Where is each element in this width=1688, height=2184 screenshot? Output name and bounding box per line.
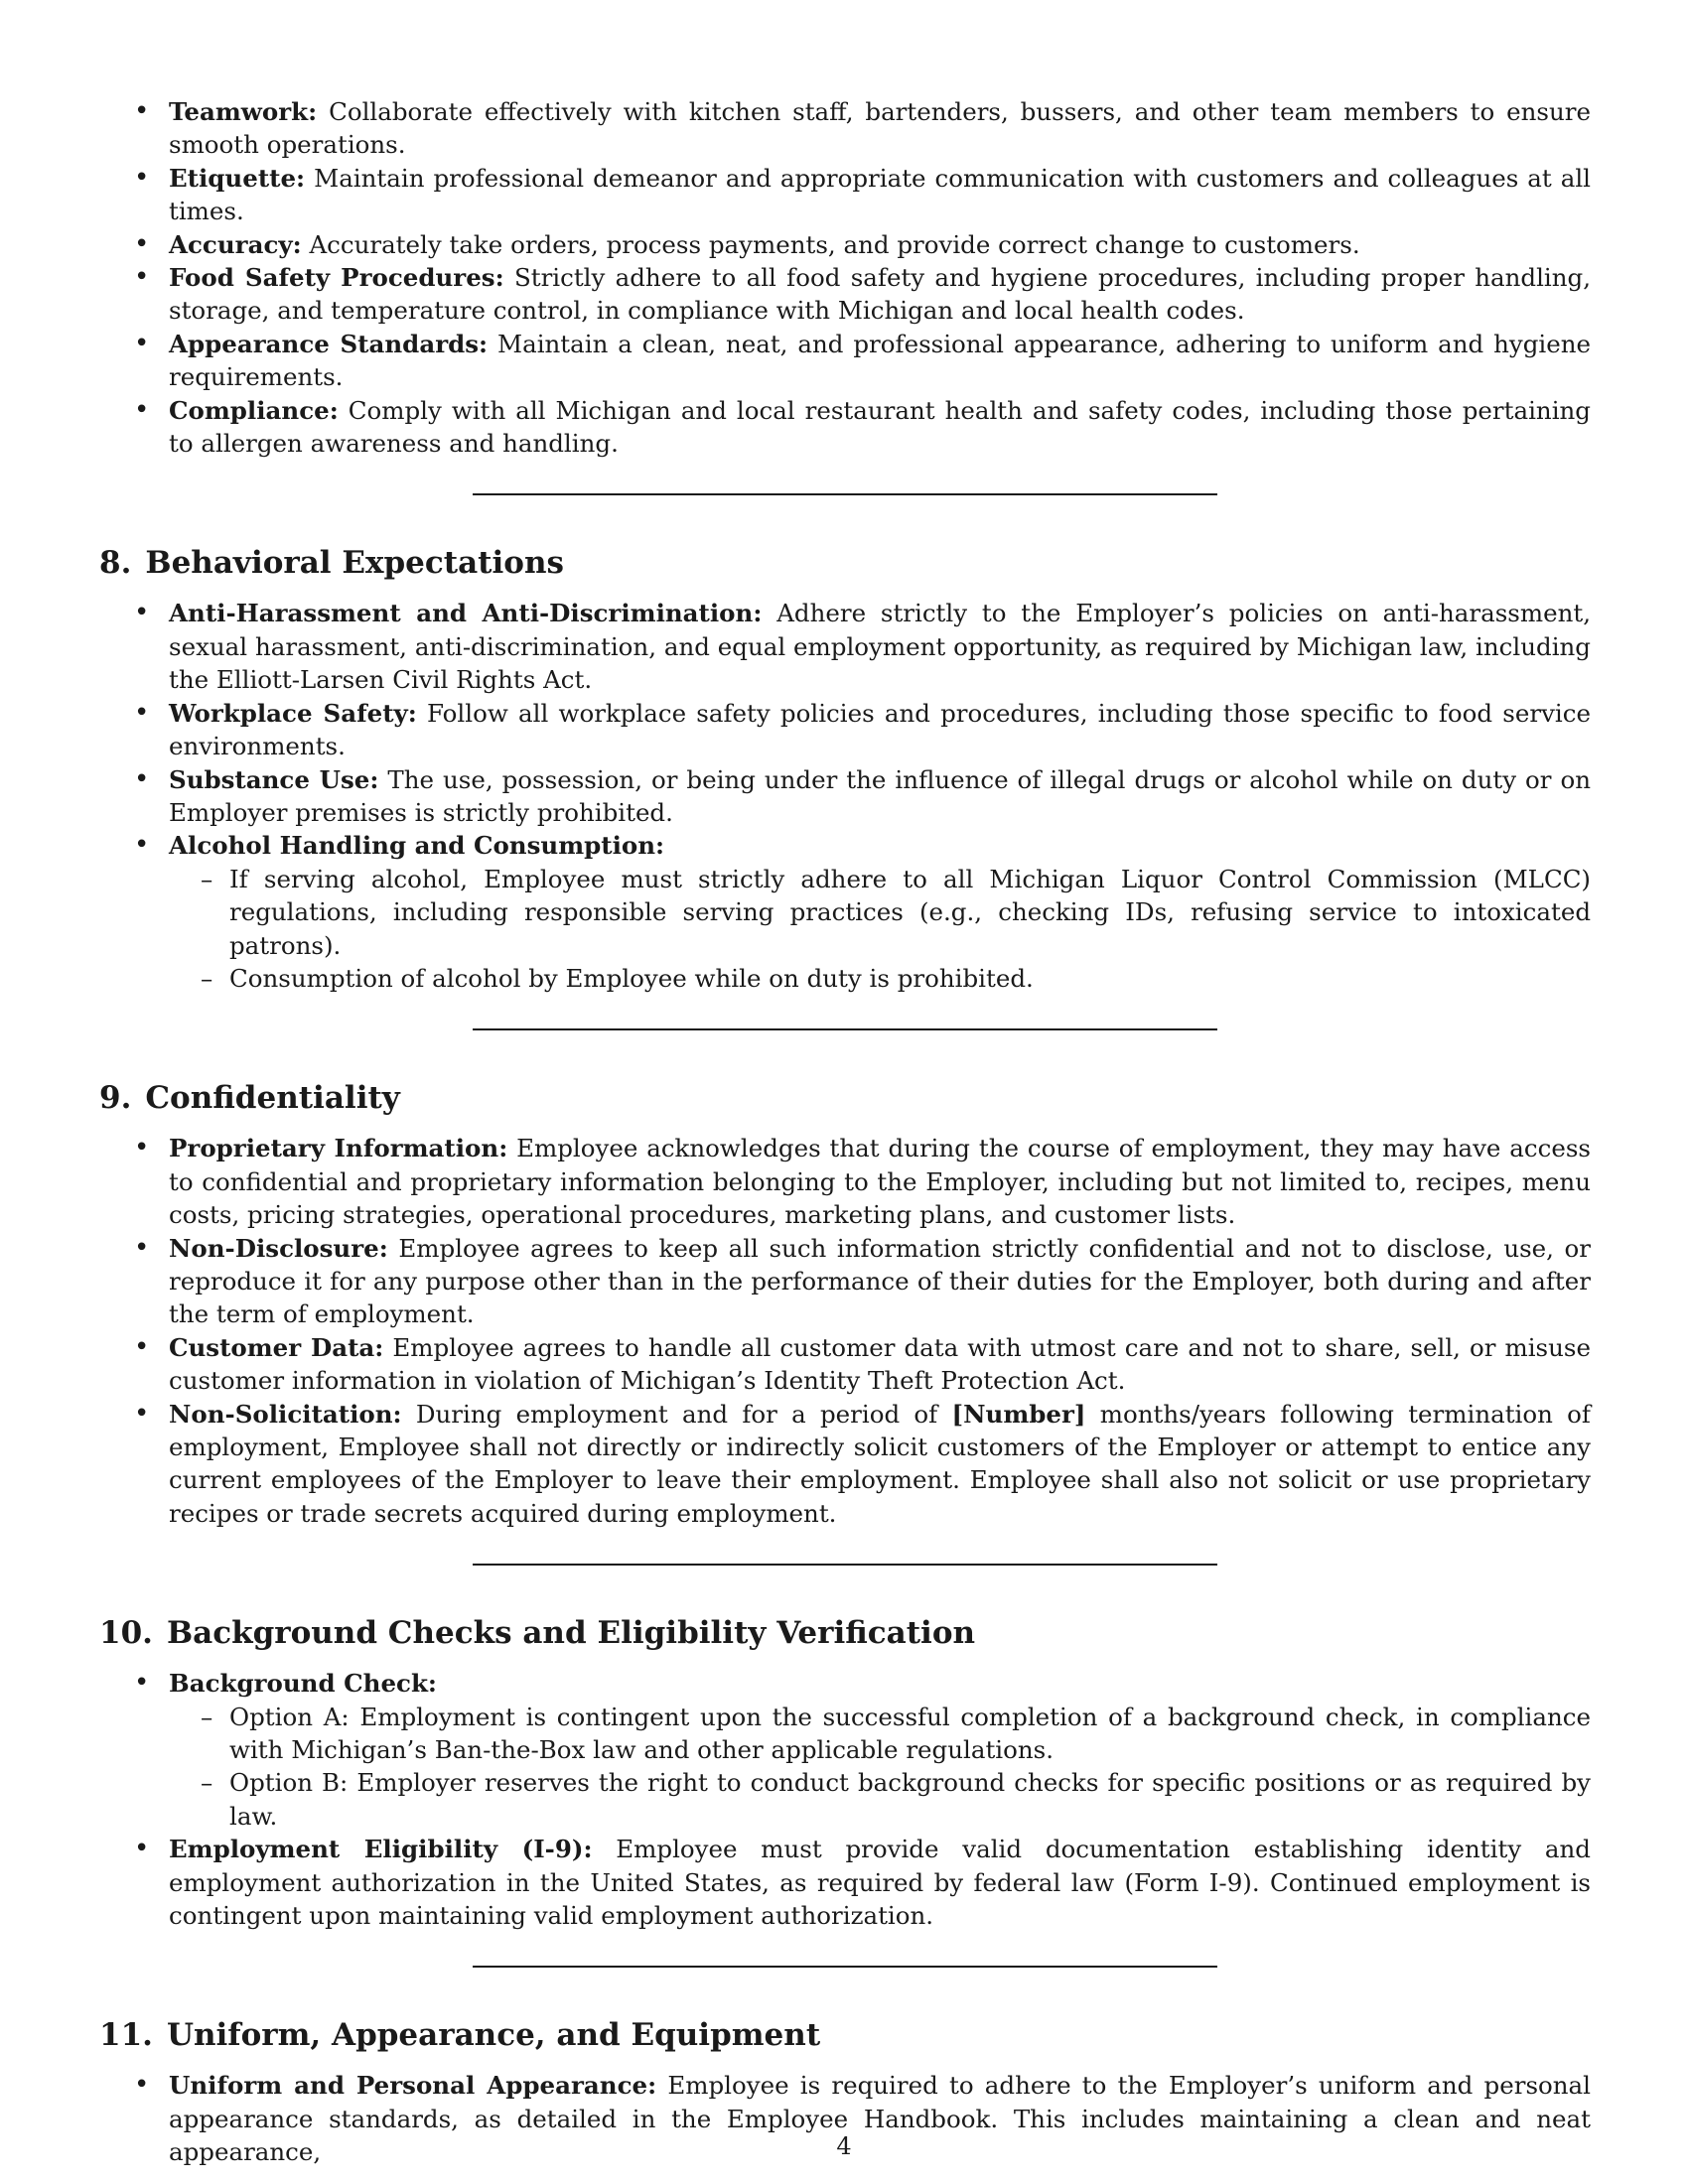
section-number: 8.	[99, 545, 132, 582]
item-label: Employment Eligibility (I-9):	[169, 1835, 593, 1864]
item-text: The use, possession, or being under the influence of illegal drugs or alcohol while on duty or on Employer premises is strictly prohibited.	[169, 764, 1591, 827]
sub-list-item: – Option B: Employer reserves the right to conduct background checks for specific positions or as required by law.	[169, 1766, 1591, 1833]
list-item	[99, 597, 1591, 696]
item-text: Accurately take orders, process payments, and provide correct change to customers.	[309, 229, 1360, 259]
item-label: Alcohol Handling and Consumption:	[169, 831, 665, 861]
item-label: Appearance Standards:	[169, 329, 489, 358]
section-heading	[99, 1078, 1591, 1118]
item-text: Strictly adhere to all food safety and hygiene procedures, including proper handling, storage, and temperature control, in compliance with Michigan and local health codes.	[169, 263, 1591, 326]
list-item	[99, 829, 1591, 995]
item-text: Collaborate effectively with kitchen staff, bartenders, bussers, and other team members to ensure smooth operations.	[169, 97, 1591, 160]
section-7-list	[99, 95, 1591, 460]
list-item	[99, 261, 1591, 328]
sub-list-item: – Consumption of alcohol by Employee while on duty is prohibited.	[169, 962, 1591, 995]
section-heading	[99, 543, 1591, 583]
list-item	[99, 697, 1591, 763]
sub-list-item: – If serving alcohol, Employee must strictly adhere to all Michigan Liquor Control Commission (MLCC) regulations, including responsible serving practices (e.g., checking IDs, refusing service to intoxicated patrons).	[169, 863, 1591, 962]
section-divider	[473, 493, 1217, 495]
section-title: Background Checks and Eligibility Verification	[166, 1615, 976, 1652]
item-text: During employment and for a period of	[415, 1399, 938, 1429]
section-divider	[473, 1564, 1217, 1566]
section-title: Confidentiality	[145, 1080, 400, 1117]
section-number: 10.	[99, 1615, 153, 1652]
list-item	[99, 228, 1591, 261]
item-label: Non-Solicitation:	[169, 1399, 402, 1429]
section-title: Behavioral Expectations	[145, 545, 564, 582]
item-label: Accuracy:	[169, 229, 302, 259]
item-text: Maintain professional demeanor and appropriate communication with customers and colleagues at all times.	[169, 163, 1591, 226]
number-placeholder: [Number]	[951, 1399, 1086, 1429]
list-item	[99, 95, 1591, 162]
section-divider	[473, 1966, 1217, 1968]
list-item	[99, 1667, 1591, 1833]
item-text: Employee is required to adhere to the Employer’s uniform and personal appearance standards, as detailed in the Employee Handbook. This includes maintaining a clean and neat appearance,	[169, 2071, 1591, 2167]
list-item	[99, 1331, 1591, 1398]
sub-list	[169, 863, 1591, 996]
item-label: Food Safety Procedures:	[169, 263, 504, 293]
list-item	[99, 1398, 1591, 1531]
sub-list-item: – Option A: Employment is contingent upon the successful completion of a background check, in compliance with Michigan’s Ban-the-Box law and other applicable regulations.	[169, 1701, 1591, 1767]
list-item	[99, 1833, 1591, 1932]
item-label: Compliance:	[169, 395, 339, 425]
section-9-list	[99, 1132, 1591, 1530]
section-8-list	[99, 597, 1591, 995]
sub-list	[169, 1701, 1591, 1834]
item-label: Etiquette:	[169, 163, 306, 193]
page-number: 4	[836, 2132, 852, 2160]
section-heading	[99, 1613, 1591, 1653]
item-text: Employee must provide valid documentation establishing identity and employment authorization in the United States, as required by federal law (Form I-9). Continued employment is contingent upon maintaining valid employment authorization.	[169, 1835, 1591, 1931]
section-10-list	[99, 1667, 1591, 1932]
item-label: Non-Disclosure:	[169, 1233, 388, 1263]
list-item	[99, 162, 1591, 228]
document-page	[99, 95, 1591, 2169]
list-item	[99, 328, 1591, 394]
item-label: Proprietary Information:	[169, 1134, 508, 1163]
item-text: Employee agrees to handle all customer data with utmost care and not to share, sell, or misuse customer information in violation of Michigan’s Identity Theft Protection Act.	[169, 1332, 1591, 1396]
item-text: months/years following termination of employment, Employee shall not directly or indirectly solicit customers of the Employer or attempt to entice any current employees of the Employer to leave their employment. Employee shall also not solicit or use proprietary recipes or trade secrets acquired during employment.	[169, 1399, 1591, 1528]
item-text: Maintain a clean, neat, and professional appearance, adhering to uniform and hygiene requirements.	[169, 329, 1591, 392]
section-number: 9.	[99, 1080, 132, 1117]
item-label: Uniform and Personal Appearance:	[169, 2071, 657, 2101]
section-divider	[473, 1028, 1217, 1030]
item-label: Substance Use:	[169, 764, 379, 794]
section-number: 11.	[99, 2017, 153, 2054]
item-text: Comply with all Michigan and local restaurant health and safety codes, including those pertaining to allergen awareness and handling.	[169, 395, 1591, 459]
item-label: Workplace Safety:	[169, 698, 417, 728]
item-label: Background Check:	[169, 1669, 437, 1699]
item-label: Anti-Harassment and Anti-Discrimination:	[169, 599, 763, 628]
list-item	[99, 1232, 1591, 1331]
list-item	[99, 1132, 1591, 1231]
item-label: Teamwork:	[169, 97, 318, 126]
item-text: Employee acknowledges that during the course of employment, they may have access to confidential and proprietary information belonging to the Employer, including but not limited to, recipes, menu costs, pricing strategies, operational procedures, marketing plans, and customer lists.	[169, 1134, 1591, 1230]
item-label: Customer Data:	[169, 1332, 384, 1362]
item-text: Adhere strictly to the Employer’s policies on anti-harassment, sexual harassment, anti-discrimination, and equal employment opportunity, as required by Michigan law, including the Elliott-Larsen Civil Rights Act.	[169, 599, 1591, 695]
section-heading	[99, 2015, 1591, 2055]
section-title: Uniform, Appearance, and Equipment	[166, 2017, 821, 2054]
list-item	[99, 394, 1591, 461]
list-item	[99, 763, 1591, 830]
item-text: Follow all workplace safety policies and procedures, including those specific to food service environments.	[169, 698, 1591, 761]
item-text: Employee agrees to keep all such information strictly confidential and not to disclose, use, or reproduce it for any purpose other than in the performance of their duties for the Employer, both during and after the term of employment.	[169, 1233, 1592, 1329]
